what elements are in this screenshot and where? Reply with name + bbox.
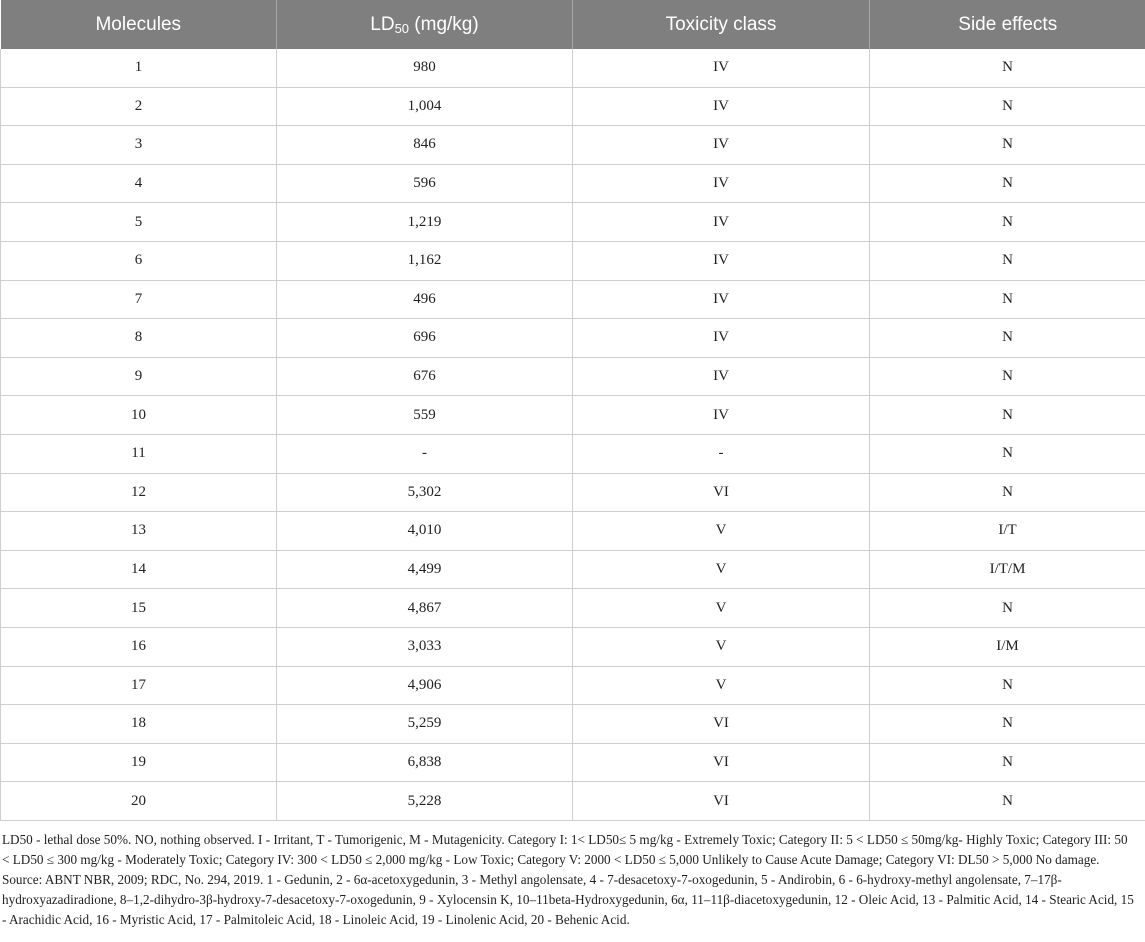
cell-molecule: 17 bbox=[1, 666, 277, 705]
cell-side-effects: N bbox=[870, 782, 1145, 821]
table-row bbox=[1, 705, 1145, 744]
cell-side-effects: N bbox=[870, 743, 1145, 782]
table-row bbox=[1, 666, 1145, 705]
cell-ld50: 846 bbox=[277, 126, 573, 165]
table-row bbox=[1, 357, 1145, 396]
cell-side-effects: N bbox=[870, 589, 1145, 628]
cell-ld50: 696 bbox=[277, 319, 573, 358]
cell-ld50: 5,228 bbox=[277, 782, 573, 821]
table-row bbox=[1, 743, 1145, 782]
cell-molecule: 19 bbox=[1, 743, 277, 782]
cell-molecule: 5 bbox=[1, 203, 277, 242]
cell-side-effects: I/T/M bbox=[870, 550, 1145, 589]
cell-toxicity-class: IV bbox=[573, 87, 870, 126]
table-body bbox=[1, 49, 1145, 820]
cell-side-effects: N bbox=[870, 396, 1145, 435]
table-row bbox=[1, 627, 1145, 666]
table-row bbox=[1, 164, 1145, 203]
cell-molecule: 12 bbox=[1, 473, 277, 512]
header-side-effects: Side effects bbox=[870, 0, 1145, 49]
cell-side-effects: I/T bbox=[870, 512, 1145, 551]
cell-molecule: 3 bbox=[1, 126, 277, 165]
table-row bbox=[1, 512, 1145, 551]
cell-ld50: 496 bbox=[277, 280, 573, 319]
cell-ld50: 1,219 bbox=[277, 203, 573, 242]
header-ld50-subscript: 50 bbox=[394, 20, 410, 36]
cell-toxicity-class: IV bbox=[573, 126, 870, 165]
cell-molecule: 14 bbox=[1, 550, 277, 589]
cell-ld50: 676 bbox=[277, 357, 573, 396]
header-molecules: Molecules bbox=[1, 0, 277, 49]
cell-molecule: 16 bbox=[1, 627, 277, 666]
cell-molecule: 7 bbox=[1, 280, 277, 319]
cell-side-effects: N bbox=[870, 126, 1145, 165]
cell-molecule: 9 bbox=[1, 357, 277, 396]
cell-molecule: 10 bbox=[1, 396, 277, 435]
cell-side-effects: N bbox=[870, 49, 1145, 87]
cell-toxicity-class: V bbox=[573, 666, 870, 705]
cell-toxicity-class: VI bbox=[573, 705, 870, 744]
cell-toxicity-class: IV bbox=[573, 357, 870, 396]
cell-side-effects: N bbox=[870, 319, 1145, 358]
cell-toxicity-class: V bbox=[573, 589, 870, 628]
cell-side-effects: N bbox=[870, 241, 1145, 280]
table-row bbox=[1, 434, 1145, 473]
cell-toxicity-class: VI bbox=[573, 782, 870, 821]
cell-side-effects: N bbox=[870, 164, 1145, 203]
cell-toxicity-class: VI bbox=[573, 743, 870, 782]
cell-toxicity-class: - bbox=[573, 434, 870, 473]
cell-molecule: 18 bbox=[1, 705, 277, 744]
cell-toxicity-class: IV bbox=[573, 164, 870, 203]
table-row bbox=[1, 241, 1145, 280]
cell-toxicity-class: IV bbox=[573, 203, 870, 242]
cell-ld50: 5,259 bbox=[277, 705, 573, 744]
table-row bbox=[1, 319, 1145, 358]
cell-side-effects: N bbox=[870, 203, 1145, 242]
table-row bbox=[1, 87, 1145, 126]
cell-side-effects: N bbox=[870, 666, 1145, 705]
header-toxicity-class: Toxicity class bbox=[573, 0, 870, 49]
cell-ld50: 5,302 bbox=[277, 473, 573, 512]
cell-ld50: 4,499 bbox=[277, 550, 573, 589]
cell-ld50: 3,033 bbox=[277, 627, 573, 666]
cell-ld50: 559 bbox=[277, 396, 573, 435]
cell-toxicity-class: IV bbox=[573, 280, 870, 319]
cell-molecule: 2 bbox=[1, 87, 277, 126]
cell-ld50: 4,010 bbox=[277, 512, 573, 551]
cell-molecule: 8 bbox=[1, 319, 277, 358]
cell-molecule: 20 bbox=[1, 782, 277, 821]
cell-side-effects: N bbox=[870, 280, 1145, 319]
cell-molecule: 4 bbox=[1, 164, 277, 203]
table-row bbox=[1, 589, 1145, 628]
table-row bbox=[1, 126, 1145, 165]
cell-toxicity-class: IV bbox=[573, 319, 870, 358]
table-row bbox=[1, 49, 1145, 87]
cell-ld50: 980 bbox=[277, 49, 573, 87]
cell-molecule: 6 bbox=[1, 241, 277, 280]
cell-side-effects: N bbox=[870, 705, 1145, 744]
cell-ld50: 6,838 bbox=[277, 743, 573, 782]
table-row bbox=[1, 280, 1145, 319]
cell-ld50: 596 bbox=[277, 164, 573, 203]
cell-toxicity-class: V bbox=[573, 550, 870, 589]
cell-ld50: - bbox=[277, 434, 573, 473]
header-ld50-prefix: LD bbox=[370, 13, 395, 35]
cell-molecule: 13 bbox=[1, 512, 277, 551]
table-row bbox=[1, 203, 1145, 242]
cell-molecule: 11 bbox=[1, 434, 277, 473]
cell-toxicity-class: IV bbox=[573, 396, 870, 435]
cell-molecule: 1 bbox=[1, 49, 277, 87]
cell-molecule: 15 bbox=[1, 589, 277, 628]
cell-ld50: 1,004 bbox=[277, 87, 573, 126]
cell-side-effects: N bbox=[870, 473, 1145, 512]
cell-side-effects: N bbox=[870, 434, 1145, 473]
cell-ld50: 4,867 bbox=[277, 589, 573, 628]
cell-toxicity-class: VI bbox=[573, 473, 870, 512]
table-row bbox=[1, 782, 1145, 821]
cell-side-effects: N bbox=[870, 357, 1145, 396]
table-row bbox=[1, 473, 1145, 512]
cell-ld50: 1,162 bbox=[277, 241, 573, 280]
table-header-row bbox=[1, 0, 1145, 49]
cell-toxicity-class: IV bbox=[573, 241, 870, 280]
cell-ld50: 4,906 bbox=[277, 666, 573, 705]
cell-toxicity-class: IV bbox=[573, 49, 870, 87]
table-footnote: LD50 - lethal dose 50%. NO, nothing observed. I - Irritant, T - Tumorigenic, M - Mutagenicity. Category I: 1< LD50≤ 5 mg/kg - Extremely Toxic; Category II: 5 < LD50 ≤ 50mg/kg- Highly Toxic; Category III: 50 < LD50 ≤ 300 mg/kg - Moderately Toxic; Category IV: 300 < LD50 ≤ 2,000 mg/kg - Low Toxic; Category V: 2000 < LD50 ≤ 5,000 Unlikely to Cause Acute Damage; Category VI: DL50 > 5,000 No damage. Source: ABNT NBR, 2009; RDC, No. 294, 2019. 1 - Gedunin, 2 - 6α-acetoxygedunin, 3 - Methyl angolensate, 4 - 7-desacetoxy-7-oxogedunin, 5 - Andirobin, 6 - 6-hydroxy-methyl angolensate, 7–17β-hydroxyazadiradione, 8–1,2-dihydro-3β-hydroxy-7-desacetoxy-7-oxogedunin, 9 - Xylocensin K, 10–11beta-Hydroxygedunin, 6α, 11–11β-diacetoxygedunin, 12 - Oleic Acid, 13 - Palmitic Acid, 14 - Stearic Acid, 15 - Arachidic Acid, 16 - Myristic Acid, 17 - Palmitoleic Acid, 18 - Linoleic Acid, 19 - Linolenic Acid, 20 - Behenic Acid. bbox=[2, 831, 1134, 927]
header-ld50-unit: (mg/kg) bbox=[409, 13, 479, 35]
cell-side-effects: I/M bbox=[870, 627, 1145, 666]
cell-side-effects: N bbox=[870, 87, 1145, 126]
cell-toxicity-class: V bbox=[573, 512, 870, 551]
table-row bbox=[1, 396, 1145, 435]
header-ld50 bbox=[277, 0, 573, 49]
table-row bbox=[1, 550, 1145, 589]
cell-toxicity-class: V bbox=[573, 627, 870, 666]
